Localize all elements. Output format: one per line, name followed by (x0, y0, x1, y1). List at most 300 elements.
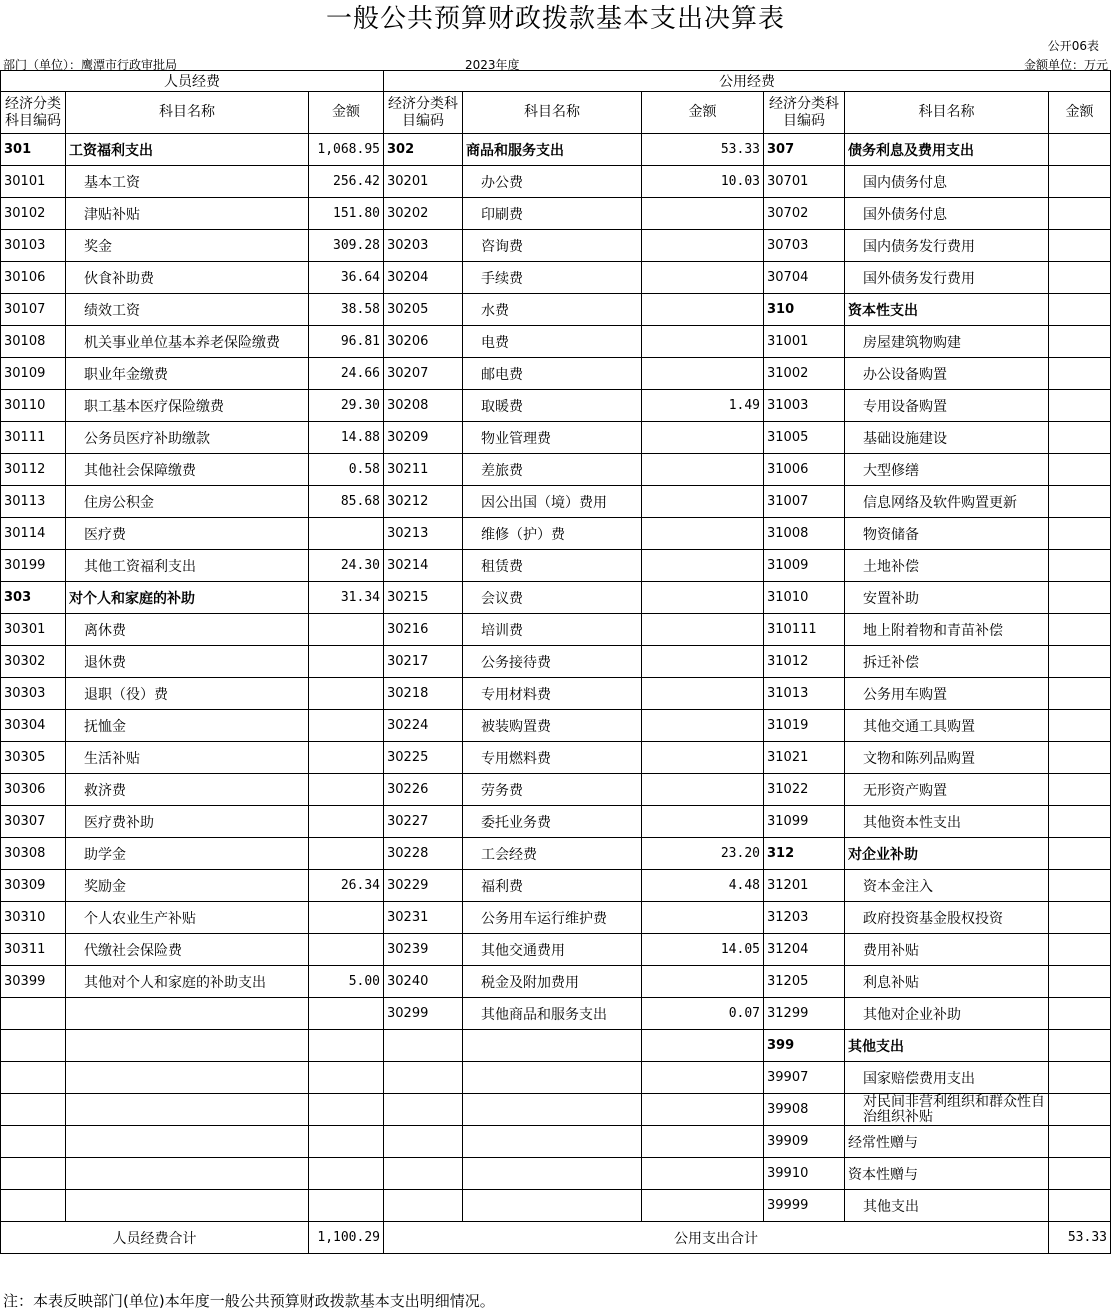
item-code (1, 1062, 66, 1094)
item-name: 手续费 (463, 262, 642, 294)
item-code: 30108 (1, 326, 66, 358)
item-amount (309, 774, 384, 806)
item-amount: 24.30 (309, 550, 384, 582)
item-code: 31009 (764, 550, 845, 582)
item-name: 公务员医疗补助缴款 (66, 422, 309, 454)
item-code: 39909 (764, 1126, 845, 1158)
item-name: 医疗费 (66, 518, 309, 550)
table-row (1, 550, 1111, 582)
header-name: 科目名称 (463, 92, 642, 134)
item-amount (1049, 934, 1111, 966)
item-amount (642, 902, 764, 934)
item-code: 30206 (384, 326, 463, 358)
item-name: 生活补贴 (66, 742, 309, 774)
item-amount (309, 998, 384, 1030)
item-code: 30310 (1, 902, 66, 934)
item-code: 31005 (764, 422, 845, 454)
table-row (1, 1158, 1111, 1190)
item-amount (1049, 550, 1111, 582)
item-code: 30307 (1, 806, 66, 838)
table-row (1, 1126, 1111, 1158)
item-name: 拆迁补偿 (845, 646, 1049, 678)
item-name: 津贴补贴 (66, 198, 309, 230)
item-name (66, 1126, 309, 1158)
item-name: 物业管理费 (463, 422, 642, 454)
item-amount (1049, 998, 1111, 1030)
item-code: 39910 (764, 1158, 845, 1190)
item-amount (1049, 870, 1111, 902)
item-name: 水费 (463, 294, 642, 326)
item-amount (309, 518, 384, 550)
item-amount: 85.68 (309, 486, 384, 518)
footnote: 注：本表反映部门(单位)本年度一般公共预算财政拨款基本支出明细情况。 (3, 1292, 495, 1310)
item-amount (642, 262, 764, 294)
item-amount (642, 198, 764, 230)
header-name: 科目名称 (66, 92, 309, 134)
item-name: 土地补偿 (845, 550, 1049, 582)
item-name: 房屋建筑物购建 (845, 326, 1049, 358)
item-name: 邮电费 (463, 358, 642, 390)
public-total-label: 公用支出合计 (384, 1222, 1049, 1254)
item-code: 31019 (764, 710, 845, 742)
item-code: 30301 (1, 614, 66, 646)
item-name (463, 1094, 642, 1126)
item-code: 30107 (1, 294, 66, 326)
item-code: 31006 (764, 454, 845, 486)
item-amount (642, 326, 764, 358)
item-code: 312 (764, 838, 845, 870)
table-row (1, 454, 1111, 486)
table-row (1, 134, 1111, 166)
item-code: 30109 (1, 358, 66, 390)
item-code: 31201 (764, 870, 845, 902)
item-name: 公务用车运行维护费 (463, 902, 642, 934)
item-name: 其他支出 (845, 1190, 1049, 1222)
item-amount: 14.88 (309, 422, 384, 454)
item-amount (309, 934, 384, 966)
table-row (1, 1190, 1111, 1222)
header-amount: 金额 (642, 92, 764, 134)
item-amount (1049, 1094, 1111, 1126)
public-total-amount: 53.33 (1049, 1222, 1111, 1254)
item-code: 30218 (384, 678, 463, 710)
item-amount (1049, 390, 1111, 422)
item-amount: 38.58 (309, 294, 384, 326)
item-code: 30703 (764, 230, 845, 262)
item-amount (642, 518, 764, 550)
item-code: 30110 (1, 390, 66, 422)
table-row (1, 294, 1111, 326)
table-row (1, 774, 1111, 806)
item-code: 307 (764, 134, 845, 166)
item-name: 职业年金缴费 (66, 358, 309, 390)
item-name (463, 1158, 642, 1190)
item-code: 31002 (764, 358, 845, 390)
table-row (1, 678, 1111, 710)
item-code: 31003 (764, 390, 845, 422)
item-amount (1049, 1158, 1111, 1190)
item-amount: 10.03 (642, 166, 764, 198)
item-amount (642, 1190, 764, 1222)
item-code: 30203 (384, 230, 463, 262)
item-amount (642, 582, 764, 614)
item-amount (1049, 582, 1111, 614)
table-row (1, 326, 1111, 358)
item-code: 30213 (384, 518, 463, 550)
item-amount (642, 774, 764, 806)
item-name (66, 1158, 309, 1190)
item-name: 无形资产购置 (845, 774, 1049, 806)
item-code: 30303 (1, 678, 66, 710)
table-row (1, 166, 1111, 198)
item-amount: 26.34 (309, 870, 384, 902)
item-amount (1049, 166, 1111, 198)
item-code: 30311 (1, 934, 66, 966)
item-name: 办公设备购置 (845, 358, 1049, 390)
item-code: 30103 (1, 230, 66, 262)
item-amount (642, 646, 764, 678)
item-code: 30202 (384, 198, 463, 230)
item-name: 医疗费补助 (66, 806, 309, 838)
item-name (66, 998, 309, 1030)
expenditure-table (0, 70, 1111, 1254)
item-amount: 5.00 (309, 966, 384, 998)
item-code: 30201 (384, 166, 463, 198)
item-code: 30204 (384, 262, 463, 294)
item-code: 30106 (1, 262, 66, 294)
item-code: 30229 (384, 870, 463, 902)
item-name: 劳务费 (463, 774, 642, 806)
item-name: 取暖费 (463, 390, 642, 422)
item-amount: 1,068.95 (309, 134, 384, 166)
item-amount (642, 294, 764, 326)
item-amount (642, 230, 764, 262)
item-name: 专用设备购置 (845, 390, 1049, 422)
item-name (463, 1030, 642, 1062)
table-row (1, 1030, 1111, 1062)
item-code: 30304 (1, 710, 66, 742)
item-amount (1049, 326, 1111, 358)
personnel-total-label: 人员经费合计 (1, 1222, 309, 1254)
item-amount (642, 710, 764, 742)
item-code: 30217 (384, 646, 463, 678)
item-code: 30215 (384, 582, 463, 614)
item-amount (309, 1030, 384, 1062)
item-amount (642, 358, 764, 390)
item-code (384, 1030, 463, 1062)
item-amount (642, 966, 764, 998)
item-code: 30211 (384, 454, 463, 486)
item-name: 租赁费 (463, 550, 642, 582)
item-amount (1049, 134, 1111, 166)
item-code: 30302 (1, 646, 66, 678)
item-name: 国家赔偿费用支出 (845, 1062, 1049, 1094)
item-code (384, 1126, 463, 1158)
item-name: 其他对个人和家庭的补助支出 (66, 966, 309, 998)
item-code: 39999 (764, 1190, 845, 1222)
item-code: 31204 (764, 934, 845, 966)
item-code: 30306 (1, 774, 66, 806)
table-row (1, 390, 1111, 422)
item-code: 31021 (764, 742, 845, 774)
item-code: 30212 (384, 486, 463, 518)
item-name: 维修（护）费 (463, 518, 642, 550)
item-code: 31203 (764, 902, 845, 934)
item-amount: 151.80 (309, 198, 384, 230)
item-name: 机关事业单位基本养老保险缴费 (66, 326, 309, 358)
item-amount (309, 1062, 384, 1094)
item-name: 福利费 (463, 870, 642, 902)
item-name: 因公出国（境）费用 (463, 486, 642, 518)
item-code (1, 1030, 66, 1062)
item-code: 30102 (1, 198, 66, 230)
item-name: 会议费 (463, 582, 642, 614)
table-row (1, 1062, 1111, 1094)
item-code: 30111 (1, 422, 66, 454)
item-amount (1049, 422, 1111, 454)
item-name (66, 1030, 309, 1062)
item-amount: 4.48 (642, 870, 764, 902)
item-amount (1049, 198, 1111, 230)
table-row (1, 358, 1111, 390)
item-amount (309, 742, 384, 774)
item-name: 其他支出 (845, 1030, 1049, 1062)
item-name: 其他交通工具购置 (845, 710, 1049, 742)
item-amount (642, 486, 764, 518)
item-name: 资本性支出 (845, 294, 1049, 326)
item-name: 安置补助 (845, 582, 1049, 614)
item-name: 地上附着物和青苗补偿 (845, 614, 1049, 646)
item-amount: 36.64 (309, 262, 384, 294)
item-code (1, 1190, 66, 1222)
item-name: 退职（役）费 (66, 678, 309, 710)
item-code: 30309 (1, 870, 66, 902)
item-name: 政府投资基金股权投资 (845, 902, 1049, 934)
item-amount: 309.28 (309, 230, 384, 262)
item-amount (309, 1094, 384, 1126)
item-name: 印刷费 (463, 198, 642, 230)
item-code: 399 (764, 1030, 845, 1062)
table-row (1, 806, 1111, 838)
table-row (1, 422, 1111, 454)
item-name: 对民间非营利组织和群众性自治组织补贴 (845, 1094, 1049, 1126)
department-label: 部门（单位）：鹰潭市行政审批局 (3, 58, 178, 72)
item-code: 30231 (384, 902, 463, 934)
item-amount (1049, 838, 1111, 870)
item-name: 国内债务付息 (845, 166, 1049, 198)
item-name: 国内债务发行费用 (845, 230, 1049, 262)
table-row (1, 742, 1111, 774)
item-code: 30216 (384, 614, 463, 646)
item-name (463, 1190, 642, 1222)
item-code: 303 (1, 582, 66, 614)
item-amount (1049, 454, 1111, 486)
item-amount (642, 614, 764, 646)
item-name: 退休费 (66, 646, 309, 678)
section-personnel: 人员经费 (1, 71, 384, 92)
item-amount (309, 646, 384, 678)
item-code: 31205 (764, 966, 845, 998)
item-name: 利息补贴 (845, 966, 1049, 998)
item-amount: 96.81 (309, 326, 384, 358)
item-name: 国外债务付息 (845, 198, 1049, 230)
item-name: 对个人和家庭的补助 (66, 582, 309, 614)
item-code: 30207 (384, 358, 463, 390)
item-amount (1049, 1062, 1111, 1094)
item-name: 资本性赠与 (845, 1158, 1049, 1190)
item-amount (642, 1126, 764, 1158)
item-amount (1049, 230, 1111, 262)
item-amount (1049, 614, 1111, 646)
item-name: 对企业补助 (845, 838, 1049, 870)
item-amount (309, 1190, 384, 1222)
item-amount: 1.49 (642, 390, 764, 422)
item-code: 31013 (764, 678, 845, 710)
item-amount (1049, 1030, 1111, 1062)
item-amount (642, 678, 764, 710)
item-code: 30308 (1, 838, 66, 870)
item-name: 物资储备 (845, 518, 1049, 550)
item-amount (642, 550, 764, 582)
item-code: 30299 (384, 998, 463, 1030)
section-public: 公用经费 (384, 71, 1111, 92)
item-name: 助学金 (66, 838, 309, 870)
header-code: 经济分类科目编码 (1, 92, 66, 134)
item-name: 公务用车购置 (845, 678, 1049, 710)
item-amount (1049, 966, 1111, 998)
item-amount (309, 1126, 384, 1158)
item-name: 专用燃料费 (463, 742, 642, 774)
table-row (1, 230, 1111, 262)
item-amount (642, 742, 764, 774)
item-amount: 256.42 (309, 166, 384, 198)
item-amount: 14.05 (642, 934, 764, 966)
item-name: 伙食补助费 (66, 262, 309, 294)
item-code (384, 1190, 463, 1222)
item-name: 离休费 (66, 614, 309, 646)
item-code: 31099 (764, 806, 845, 838)
item-name: 代缴社会保险费 (66, 934, 309, 966)
item-name: 公务接待费 (463, 646, 642, 678)
item-amount (1049, 1190, 1111, 1222)
table-row (1, 646, 1111, 678)
table-row (1, 998, 1111, 1030)
item-name: 资本金注入 (845, 870, 1049, 902)
item-amount (309, 806, 384, 838)
item-name: 国外债务发行费用 (845, 262, 1049, 294)
item-amount (309, 1158, 384, 1190)
item-amount (1049, 1126, 1111, 1158)
personnel-total-amount: 1,100.29 (309, 1222, 384, 1254)
item-amount (1049, 294, 1111, 326)
item-code (384, 1158, 463, 1190)
item-amount (1049, 710, 1111, 742)
item-name: 咨询费 (463, 230, 642, 262)
item-name: 其他对企业补助 (845, 998, 1049, 1030)
item-name: 委托业务费 (463, 806, 642, 838)
item-code: 30305 (1, 742, 66, 774)
item-code (384, 1094, 463, 1126)
table-row (1, 518, 1111, 550)
item-code: 30225 (384, 742, 463, 774)
item-code: 301 (1, 134, 66, 166)
item-name: 个人农业生产补贴 (66, 902, 309, 934)
item-code: 31010 (764, 582, 845, 614)
item-name: 奖励金 (66, 870, 309, 902)
item-code: 310 (764, 294, 845, 326)
item-name: 职工基本医疗保险缴费 (66, 390, 309, 422)
item-amount: 0.07 (642, 998, 764, 1030)
item-name: 奖金 (66, 230, 309, 262)
item-code (384, 1062, 463, 1094)
item-name: 抚恤金 (66, 710, 309, 742)
item-code: 310111 (764, 614, 845, 646)
item-name: 其他社会保障缴费 (66, 454, 309, 486)
item-amount (1049, 742, 1111, 774)
item-amount (642, 1094, 764, 1126)
report-title: 一般公共预算财政拨款基本支出决算表 (325, 4, 785, 34)
item-name (66, 1062, 309, 1094)
table-row (1, 966, 1111, 998)
item-amount (309, 614, 384, 646)
table-number: 公开06表 (1047, 39, 1099, 53)
item-name: 工资福利支出 (66, 134, 309, 166)
table-row (1, 1094, 1111, 1126)
item-name: 电费 (463, 326, 642, 358)
item-code: 39907 (764, 1062, 845, 1094)
item-amount (642, 1030, 764, 1062)
item-name: 其他商品和服务支出 (463, 998, 642, 1030)
item-name: 信息网络及软件购置更新 (845, 486, 1049, 518)
item-amount (309, 710, 384, 742)
amount-unit: 金额单位：万元 (1023, 58, 1108, 72)
item-amount (1049, 646, 1111, 678)
item-amount (1049, 486, 1111, 518)
item-name: 被装购置费 (463, 710, 642, 742)
item-amount (1049, 806, 1111, 838)
item-name: 其他交通费用 (463, 934, 642, 966)
item-code (1, 998, 66, 1030)
item-amount (1049, 518, 1111, 550)
item-code: 30226 (384, 774, 463, 806)
item-amount (642, 1062, 764, 1094)
item-amount (1049, 358, 1111, 390)
table-row (1, 582, 1111, 614)
item-name: 专用材料费 (463, 678, 642, 710)
table-row (1, 934, 1111, 966)
item-amount (309, 902, 384, 934)
fiscal-year: 2023年度 (465, 58, 520, 72)
table-row (1, 486, 1111, 518)
item-amount: 29.30 (309, 390, 384, 422)
item-amount: 31.34 (309, 582, 384, 614)
item-name: 基本工资 (66, 166, 309, 198)
item-code: 31022 (764, 774, 845, 806)
item-amount (642, 422, 764, 454)
header-amount: 金额 (309, 92, 384, 134)
item-name: 住房公积金 (66, 486, 309, 518)
item-code: 30113 (1, 486, 66, 518)
item-code: 30209 (384, 422, 463, 454)
item-code: 30114 (1, 518, 66, 550)
item-name: 经常性赠与 (845, 1126, 1049, 1158)
item-code (1, 1158, 66, 1190)
item-code: 30214 (384, 550, 463, 582)
header-code: 经济分类科目编码 (384, 92, 463, 134)
item-name (66, 1094, 309, 1126)
item-code: 30701 (764, 166, 845, 198)
item-name (463, 1126, 642, 1158)
